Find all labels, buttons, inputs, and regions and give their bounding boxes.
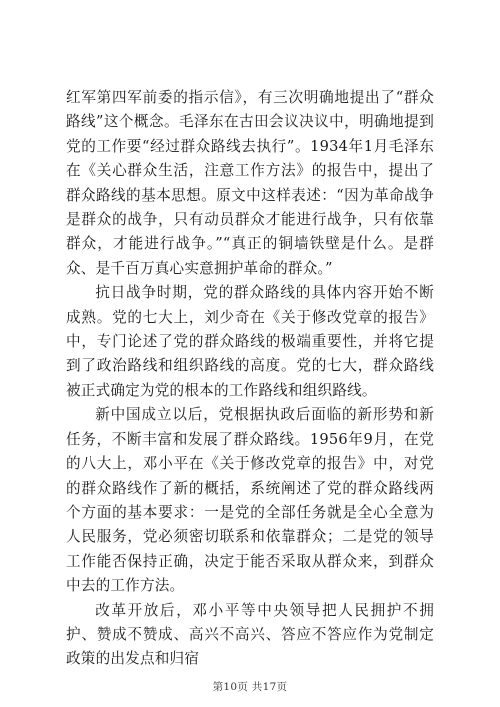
- paragraph-4: 改革开放后，邓小平等中央领导把人民拥护不拥护、赞成不赞成、高兴不高兴、答应不答应作为党制定政策的出发点和归宿: [66, 601, 434, 668]
- page-number-label: 第10页 共17页: [212, 681, 288, 693]
- page-footer: [0, 680, 500, 694]
- paragraph-2: 抗日战争时期，党的群众路线的具体内容开始不断成熟。党的七大上，刘少奇在《关于修改党章的报告》中，专门论述了党的群众路线的极端重要性，并将它提到了政治路线和组织路线的高度。党的七大，群众路线被正式确定为党的根本的工作路线和组织路线。: [66, 284, 434, 399]
- document-body: [66, 86, 434, 672]
- paragraph-1: 红军第四军前委的指示信》，有三次明确地提出了“群众路线”这个概念。毛泽东在古田会议决议中，明确地提到党的工作要“经过群众路线去执行”。1934年1月毛泽东在《关心群众生活，注意工作方法》的报告中，提出了群众路线的基本思想。原文中这样表述：“因为革命战争是群众的战争，只有动员群众才能进行战争，只有依靠群众，才能进行战争。”“真正的铜墙铁壁是什么。是群众、是千百万真心实意拥护革命的群众。”: [66, 89, 434, 277]
- paragraph-3: 新中国成立以后，党根据执政后面临的新形势和新任务，不断丰富和发展了群众路线。1956年9月，在党的八大上，邓小平在《关于修改党章的报告》中，对党的群众路线作了新的概括，系统阐述了党的群众路线两个方面的基本要求：一是党的全部任务就是全心全意为人民服务，党必须密切联系和依靠群众；二是党的领导工作能否保持正确，决定于能否采取从群众来，到群众中去的工作方法。: [66, 406, 434, 595]
